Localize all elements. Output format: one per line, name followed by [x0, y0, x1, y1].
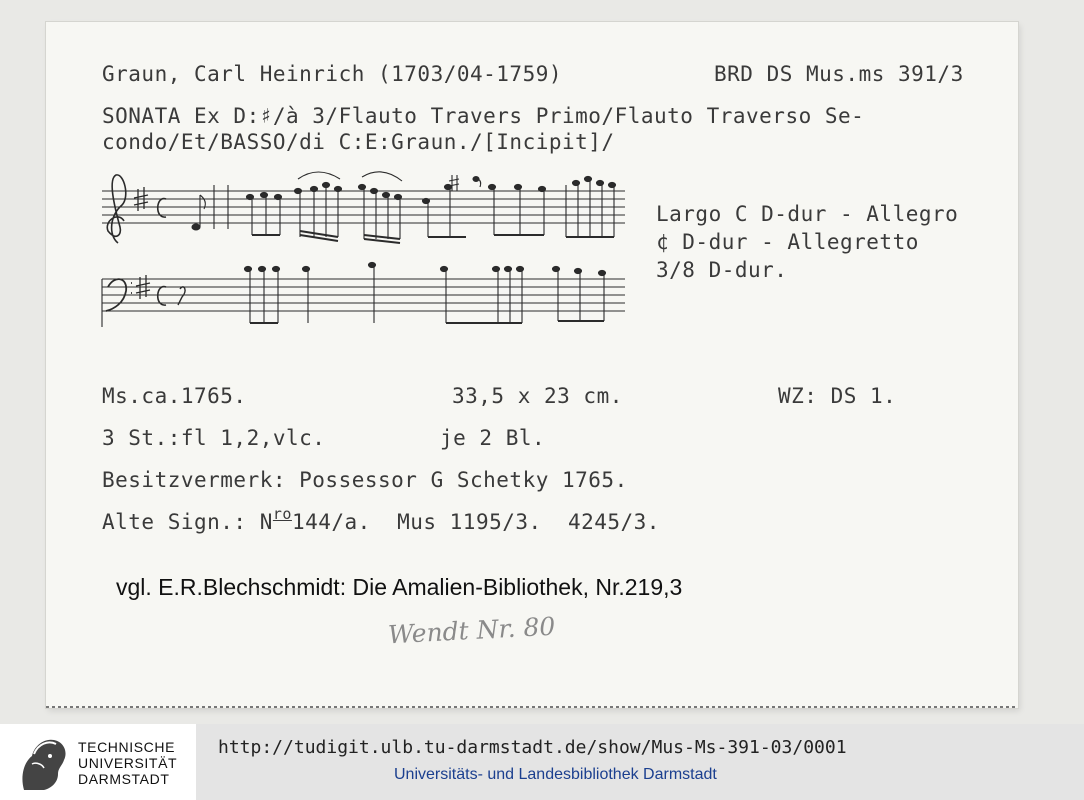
old-signatures: [102, 505, 660, 534]
provenance: Besitzvermerk: Possessor G Schetky 1765.: [102, 468, 628, 492]
common-time-icon-bass: [158, 287, 166, 306]
handwritten-note: Wendt Nr. 80: [387, 611, 556, 650]
watermark: WZ: DS 1.: [778, 384, 897, 408]
permalink-url[interactable]: http://tudigit.ulb.tu-darmstadt.de/show/Mus-Ms-391-03/0001: [218, 737, 847, 758]
old-sign-prefix: Alte Sign.: N: [102, 510, 273, 534]
dimensions: 33,5 x 23 cm.: [452, 384, 623, 408]
logo-text-line-1: TECHNISCHE: [78, 739, 176, 755]
footer-logo-block: [0, 724, 196, 800]
movement-3: 3/8 D-dur.: [656, 258, 788, 282]
movement-2: ¢ D-dur - Allegretto: [656, 230, 919, 254]
footer-bar: [0, 724, 1084, 800]
bass-staff: [102, 279, 625, 311]
music-incipit: [100, 165, 630, 330]
catalog-card: [46, 22, 1018, 708]
bass-notes: [245, 262, 606, 323]
manuscript-date: Ms.ca.1765.: [102, 384, 247, 408]
logo-text-line-2: UNIVERSITÄT: [78, 755, 178, 771]
author-line: Graun, Carl Heinrich (1703/04-1759): [102, 62, 563, 86]
athena-logo-icon: [14, 732, 70, 792]
leaves: je 2 Bl.: [440, 426, 546, 450]
parts: 3 St.:fl 1,2,vlc.: [102, 426, 326, 450]
library-name-link[interactable]: Universitäts- und Landesbibliothek Darmstadt: [394, 766, 717, 783]
movement-1: Largo C D-dur - Allegro: [656, 202, 959, 226]
key-signature-sharps: [134, 187, 150, 299]
old-sign-superscript: ro: [272, 505, 292, 523]
common-time-icon: [158, 199, 166, 218]
old-sign-rest: 144/a. Mus 1195/3. 4245/3.: [291, 510, 660, 534]
title-line-1: SONATA Ex D:♯/à 3/Flauto Travers Primo/Flauto Traverso Se-: [102, 104, 865, 128]
treble-clef-icon: [107, 175, 125, 243]
title-line-2: condo/Et/BASSO/di C:E:Graun./[Incipit]/: [102, 130, 615, 154]
literature-reference: vgl. E.R.Blechschmidt: Die Amalien-Bibliothek, Nr.219,3: [116, 574, 683, 600]
shelfmark: BRD DS Mus.ms 391/3: [714, 62, 964, 86]
logo-text-line-3: DARMSTADT: [78, 771, 170, 787]
